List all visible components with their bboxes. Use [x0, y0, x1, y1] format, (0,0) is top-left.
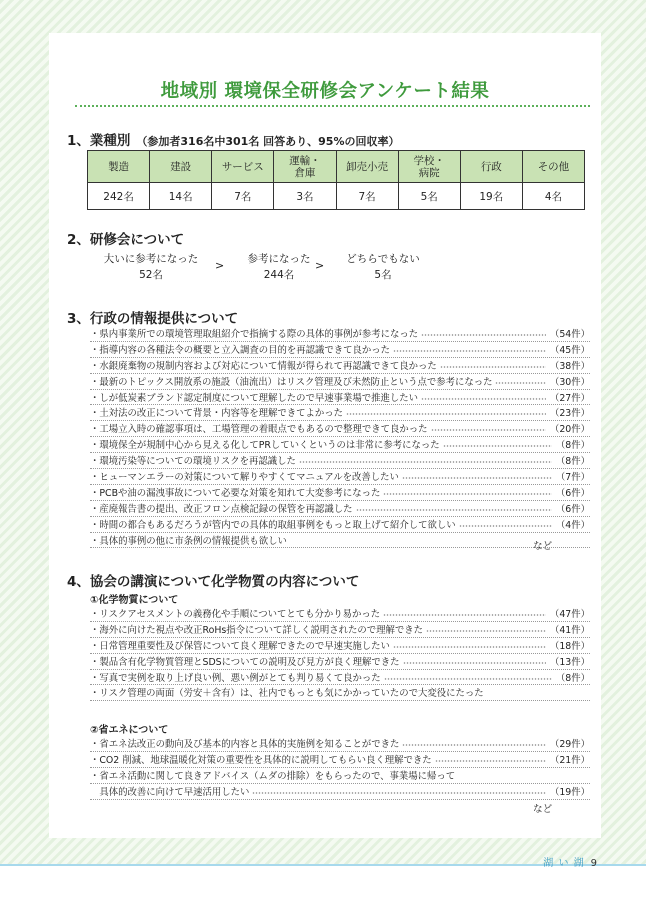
list-item-text: ・リスクアセスメントの義務化や手順についてとても分かり易かった: [90, 609, 381, 620]
row-underline: [90, 516, 590, 517]
row-underline: [90, 637, 590, 638]
row-underline: [90, 532, 590, 533]
list-item: [90, 375, 590, 391]
title-divider: [75, 105, 590, 107]
chemical-subheading: ①化学物質について: [90, 595, 179, 606]
industry-value-cell: 7名: [212, 183, 274, 210]
list-item: [90, 655, 590, 671]
row-underline: [90, 799, 590, 800]
list-item-text: ・産廃報告書の提出、改正フロン点検記録の保管を再認識した: [90, 503, 353, 515]
industry-header-cell: [336, 151, 398, 183]
industry-header-text: 運輸・: [289, 154, 321, 167]
industry-table-value-row: [88, 183, 585, 210]
industry-header-cell: [522, 151, 584, 183]
footer-label: 湖 い 湖: [543, 858, 585, 869]
list-item-count: （30件）: [549, 376, 590, 388]
document-page: [49, 33, 601, 838]
list-item-count: （29件）: [549, 739, 590, 750]
list-item: [90, 639, 590, 655]
list-item: [90, 359, 590, 375]
list-item: [90, 422, 590, 438]
industry-header-cell: [460, 151, 522, 183]
section-1-subtitle: （参加者316名中301名 回答あり、95%の回収率）: [136, 135, 400, 148]
row-underline: [90, 767, 590, 768]
list-item: [90, 686, 590, 702]
list-item-count: （8件）: [555, 456, 590, 468]
arrow-separator: >: [315, 259, 325, 272]
seminar-option-label: 大いに参考になった: [103, 253, 199, 265]
row-underline: [90, 547, 590, 548]
row-underline: [90, 420, 590, 421]
section-1-heading: [67, 129, 400, 149]
industry-value-cell: 19名: [460, 183, 522, 210]
industry-header-cell: [274, 151, 336, 183]
list-item: [90, 327, 590, 343]
section-1-title: 1、業種別: [67, 133, 131, 149]
list-item-text: ・水銀廃棄物の規制内容および対応について情報が得られて再認識できて良かった: [90, 360, 437, 372]
industry-header-cell: [88, 151, 150, 183]
list-item-count: （41件）: [549, 624, 590, 636]
list-item-text: ・写真で実例を取り上げ良い例、悪い例がとても判り易くて良かった: [90, 672, 381, 684]
etc-label: など: [533, 804, 553, 815]
list-item-text: ・環境汚染等についての環境リスクを再認識した: [90, 456, 296, 468]
row-underline: [90, 341, 590, 342]
seminar-option-neutral: [333, 251, 433, 283]
list-item-text: ・具体的事例の他に市条例の情報提供も欲しい: [90, 535, 287, 547]
section-3-heading: 3、行政の情報提供について: [67, 311, 239, 327]
row-underline: [90, 751, 590, 752]
seminar-option-label: 参考になった: [247, 253, 311, 265]
list-item: [90, 518, 590, 534]
list-item-count: （27件）: [549, 392, 590, 404]
industry-header-text: その他: [537, 160, 570, 173]
page-footer: [543, 854, 598, 869]
list-item-count: （8件）: [555, 440, 590, 452]
row-underline: [90, 468, 590, 469]
list-item-count: （6件）: [555, 503, 590, 515]
list-item-text: ・CO2 削減、地球温暖化対策の重要性を具体的に説明してもらい良く理解できた: [90, 754, 432, 766]
chemical-feedback-list: [90, 607, 590, 702]
list-item-count: （45件）: [549, 344, 590, 356]
government-info-list: [90, 327, 590, 549]
list-item-count: （21件）: [549, 754, 590, 766]
footer-strip: [0, 866, 646, 909]
list-item: [90, 607, 590, 623]
list-item: [90, 671, 590, 687]
list-item-text: ・省エネ法改正の動向及び基本的内容と具体的実施例を知ることができた: [90, 739, 400, 750]
row-underline: [90, 436, 590, 437]
list-item: [90, 391, 590, 407]
list-item-text: ・指導内容の各種法令の概要と立入調査の目的を再認識できて良かった: [90, 344, 391, 356]
list-item-text: ・最新のトピックス開放系の施設（油流出）はリスク管理及び未然防止という点で参考になった: [90, 376, 493, 388]
industry-header-text: 倉庫: [294, 166, 316, 179]
list-item-count: （8件）: [555, 672, 590, 684]
list-item: [90, 406, 590, 422]
list-item-text: ・ヒューマンエラーの対策について解りやすくてマニュアルを改善したい: [90, 472, 399, 484]
page-number: 9: [590, 858, 598, 869]
row-underline: [90, 669, 590, 670]
seminar-option-helpful: [229, 251, 329, 283]
industry-header-text: 建設: [170, 160, 192, 173]
list-item-count: （47件）: [549, 609, 590, 620]
industry-value-cell: 242名: [88, 183, 150, 210]
seminar-option-count: 244名: [263, 269, 295, 281]
industry-value-cell: 14名: [150, 183, 212, 210]
list-item-count: （13件）: [549, 656, 590, 668]
industry-header-text: 学校・: [413, 154, 445, 167]
row-underline: [90, 783, 590, 784]
row-underline: [90, 684, 590, 685]
list-item-text: ・日常管理重要性及び保管について良く理解できたので早速実施したい: [90, 640, 390, 652]
list-item: [90, 486, 590, 502]
list-item: [90, 438, 590, 454]
row-underline: [90, 357, 590, 358]
list-item-text: ・しが低炭素ブランド認定制度について理解したので早速事業場で推進したい: [90, 392, 418, 404]
industry-header-text: 病院: [418, 166, 440, 179]
industry-value-cell: 5名: [398, 183, 460, 210]
seminar-option-count: 5名: [374, 269, 392, 281]
section-4-heading: 4、協会の講演について化学物質の内容について: [67, 574, 360, 590]
industry-header-text: 製造: [108, 160, 130, 173]
row-underline: [90, 452, 590, 453]
list-item-count: （19件）: [549, 786, 590, 798]
seminar-option-very-helpful: [93, 251, 209, 283]
row-underline: [90, 500, 590, 501]
industry-header-text: 卸売小売: [346, 160, 389, 173]
arrow-separator: >: [215, 259, 225, 272]
list-item-text: ・時間の都合もあるだろうが管内での具体的取組事例をもっと取上げて紹介して欲しい: [90, 519, 456, 531]
industry-header-text: 行政: [480, 160, 502, 173]
list-item-count: （54件）: [549, 329, 590, 340]
etc-label: など: [533, 541, 553, 552]
list-item: [90, 769, 590, 785]
list-item-text: ・海外に向けた視点や改正RoHs指令について詳しく説明されたので理解できた: [90, 624, 423, 636]
row-underline: [90, 621, 590, 622]
list-item: [90, 737, 590, 753]
industry-header-cell: [398, 151, 460, 183]
list-item-count: （6件）: [555, 487, 590, 499]
list-item-count: （23件）: [549, 408, 590, 420]
list-item: [90, 470, 590, 486]
list-item-count: （18件）: [549, 640, 590, 652]
industry-value-cell: 7名: [336, 183, 398, 210]
list-item-text: ・製品含有化学物質管理とSDSについての説明及び見方が良く理解できた: [90, 656, 400, 668]
industry-header-cell: [150, 151, 212, 183]
list-item-text: ・PCBや油の漏洩事故について必要な対策を知れて大変参考になった: [90, 487, 381, 499]
energy-feedback-list: [90, 737, 590, 801]
page-title: 地域別 環境保全研修会アンケート結果: [160, 81, 490, 102]
list-item-text: ・省エネ活動に関して良きアドバイス（ムダの排除）をもらったので、事業場に帰って: [90, 770, 456, 782]
list-item: [90, 785, 590, 801]
industry-header-cell: [212, 151, 274, 183]
list-item: [90, 343, 590, 359]
seminar-option-count: 52名: [139, 269, 163, 281]
list-item-count: （38件）: [549, 360, 590, 372]
list-item-text: ・環境保全が規制中心から見える化してPRしていくというのは非常に参考になった: [90, 440, 440, 452]
list-item-text: ・県内事業所での環境管理取組紹介で指摘する際の具体的事例が参考になった: [90, 329, 419, 340]
list-item-count: （7件）: [555, 472, 590, 484]
industry-table: [87, 150, 585, 210]
row-underline: [90, 404, 590, 405]
list-item: [90, 623, 590, 639]
list-item-text: ・土対法の改正について背景・内容等を理解できてよかった: [90, 408, 343, 420]
industry-value-cell: 4名: [522, 183, 584, 210]
row-underline: [90, 389, 590, 390]
row-underline: [90, 484, 590, 485]
seminar-option-label: どちらでもない: [346, 253, 420, 265]
list-item-text: ・リスク管理の両面（労安＋含有）は、社内でもっとも気にかかっていたので大変役にたった: [90, 688, 484, 700]
list-item: [90, 753, 590, 769]
energy-subheading: ②省エネについて: [90, 725, 169, 736]
list-item-count: （4件）: [555, 519, 590, 531]
list-item: [90, 534, 590, 550]
list-item-text: ・工場立入時の確認事項は、工場管理の着眼点でもあるので整理できて良かった: [90, 424, 428, 436]
row-underline: [90, 700, 590, 701]
industry-table-header-row: [88, 151, 585, 183]
list-item: [90, 454, 590, 470]
industry-value-cell: 3名: [274, 183, 336, 210]
section-2-heading: 2、研修会について: [67, 232, 185, 248]
row-underline: [90, 653, 590, 654]
list-item: [90, 502, 590, 518]
industry-header-text: サービス: [221, 160, 264, 173]
list-item-text: 具体的改善に向けて早速活用したい: [90, 786, 250, 798]
row-underline: [90, 373, 590, 374]
list-item-count: （20件）: [549, 424, 590, 436]
